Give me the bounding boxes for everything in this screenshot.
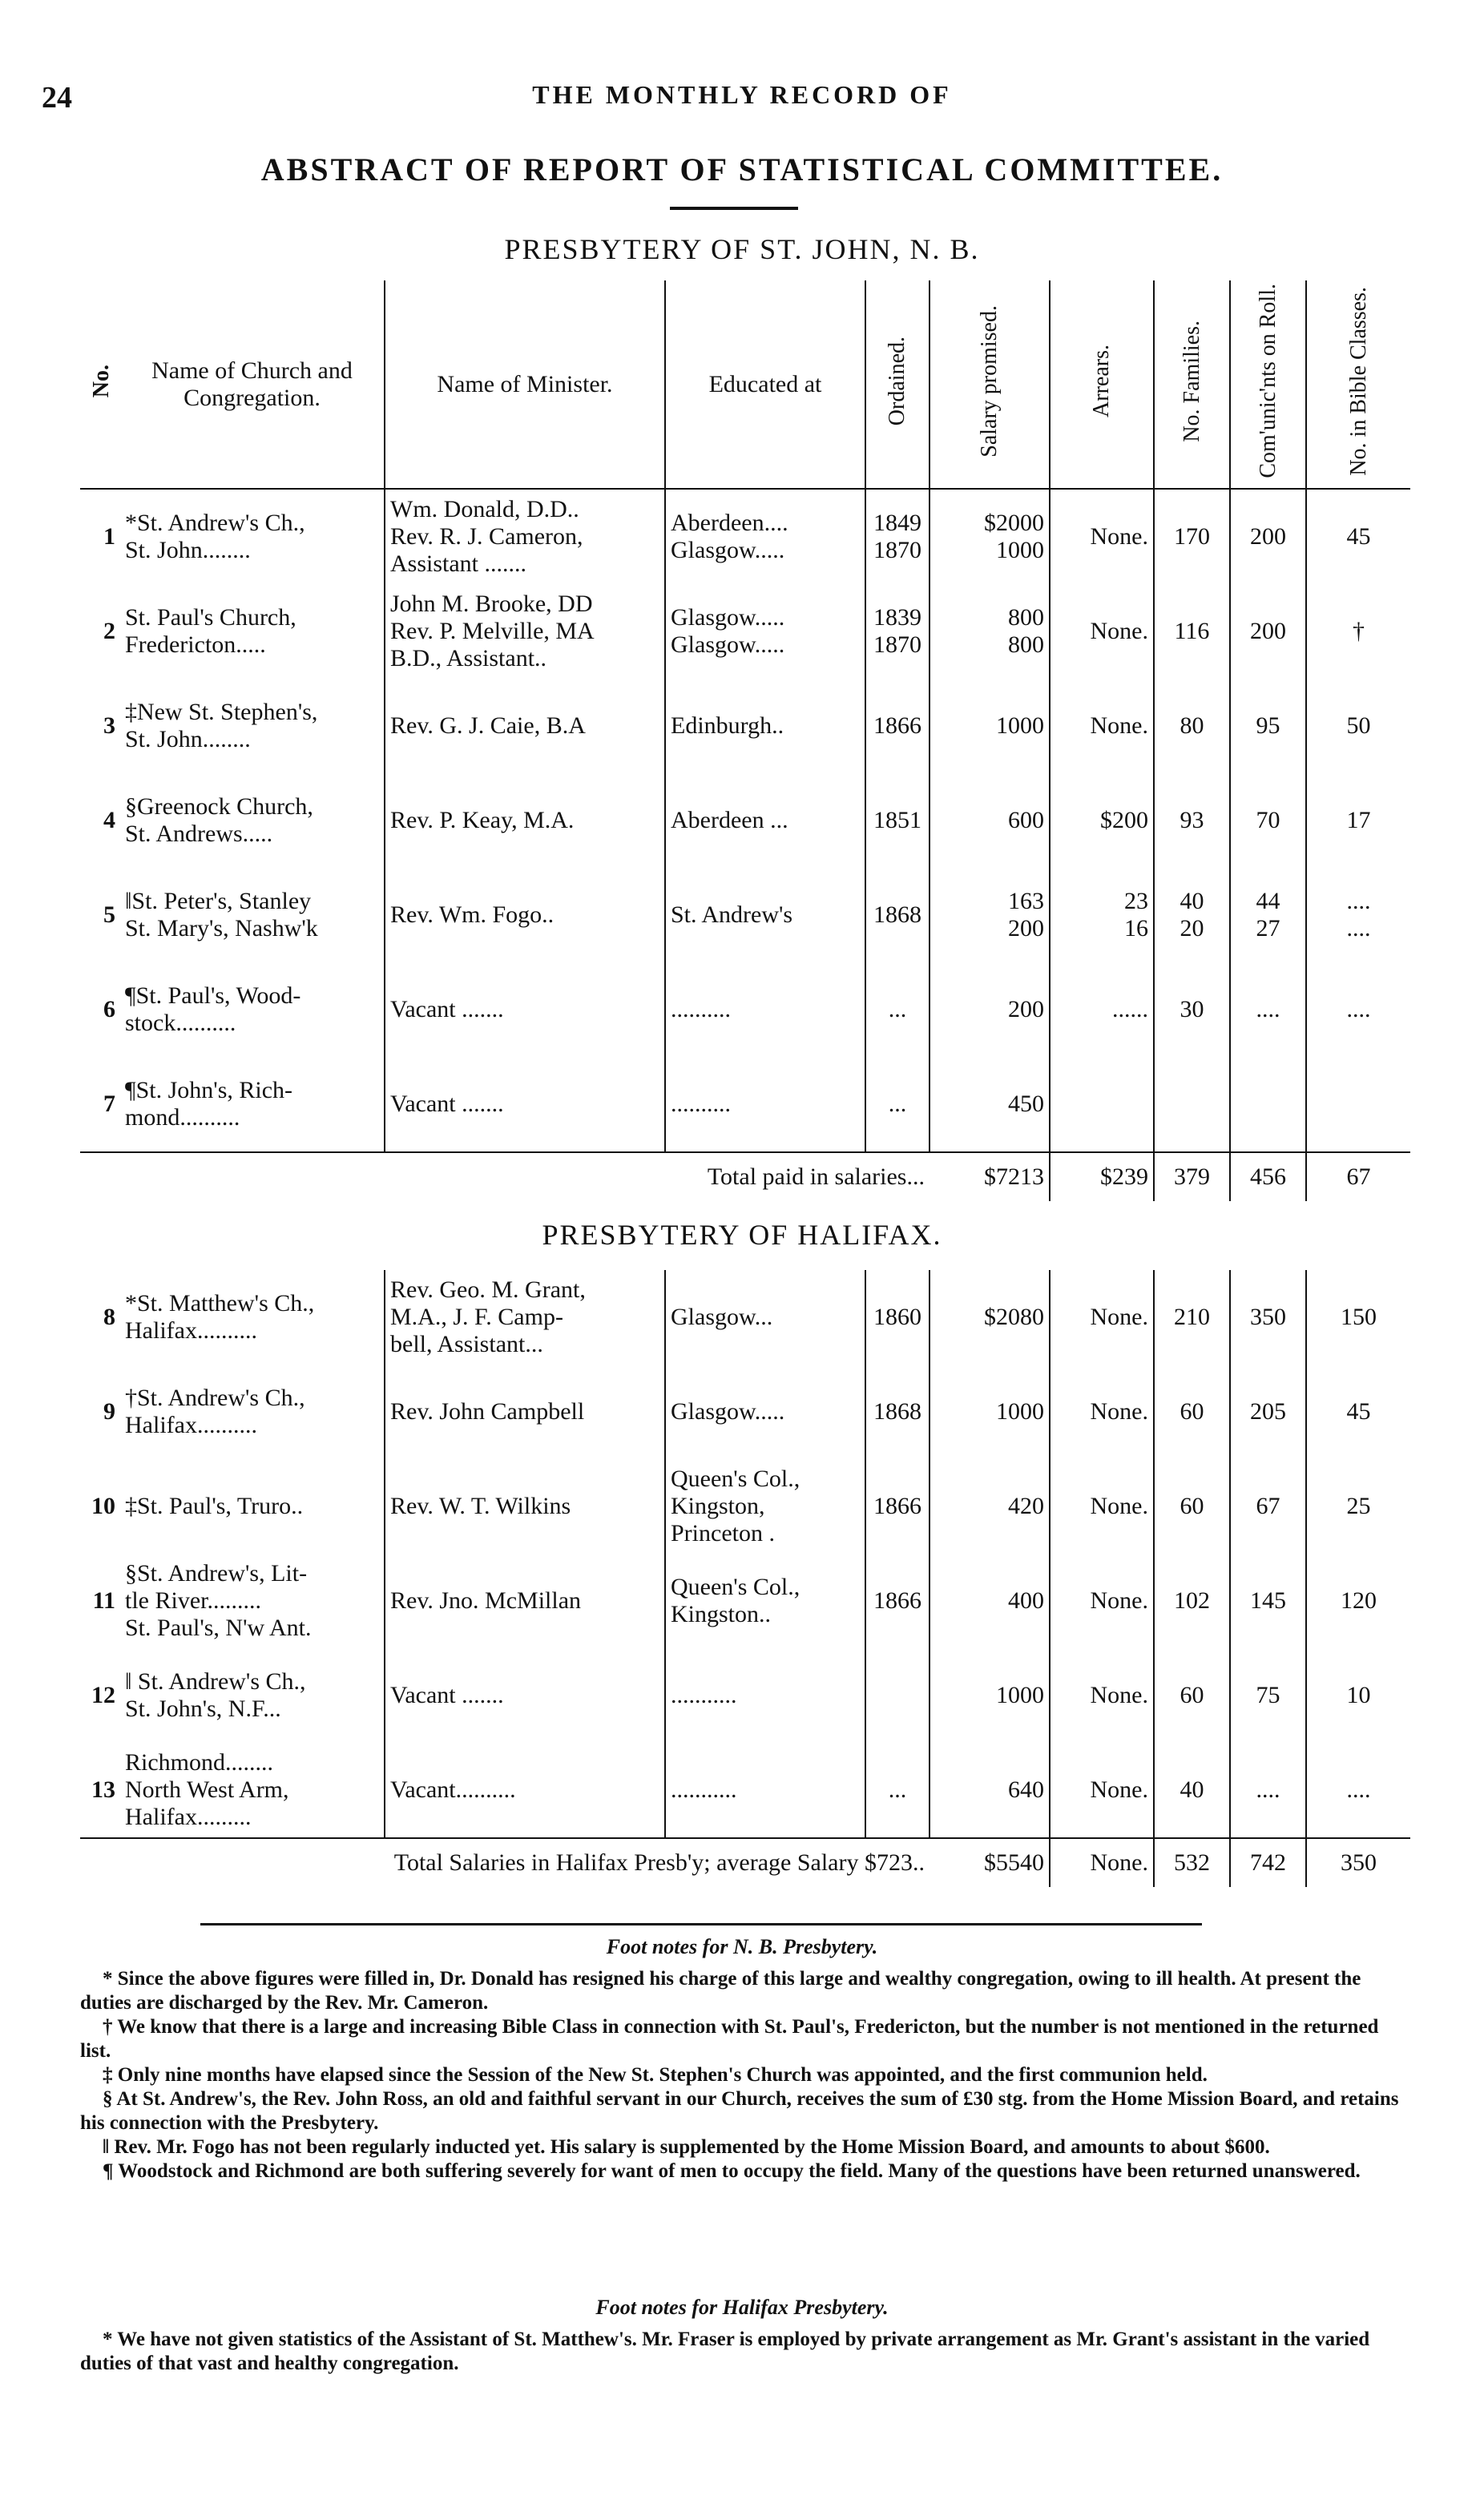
- educated-at: Queen's Col., Kingston..: [665, 1554, 865, 1648]
- salary-promised: $2000 1000: [930, 489, 1050, 584]
- total-communicants: 456: [1230, 1152, 1306, 1201]
- salary-promised: 200: [930, 962, 1050, 1057]
- educated-at: Queen's Col., Kingston, Princeton .: [665, 1459, 865, 1554]
- arrears: None.: [1050, 584, 1154, 679]
- bible-class-count: 150: [1341, 1304, 1377, 1330]
- church-name: §Greenock Church, St. Andrews.....: [120, 773, 385, 868]
- header-minister: Name of Minister.: [385, 280, 665, 489]
- bible-class-count: 25: [1346, 1493, 1371, 1519]
- educated-at: Aberdeen.... Glasgow.....: [665, 489, 865, 584]
- nb-footnotes: [80, 1967, 1410, 2183]
- row-number: 3: [103, 712, 115, 739]
- ordained-year: 1839 1870: [865, 584, 930, 679]
- ordained-year: 1868: [865, 868, 930, 962]
- church-name: ¶St. Paul's, Wood- stock..........: [120, 962, 385, 1057]
- salary-promised: 1000: [930, 679, 1050, 773]
- arrears: ......: [1050, 962, 1154, 1057]
- salary-promised: 800 800: [930, 584, 1050, 679]
- educated-at: St. Andrew's: [665, 868, 865, 962]
- bible-class-count: .... ....: [1346, 888, 1371, 942]
- salary-promised: 400: [930, 1554, 1050, 1648]
- st-john-table: [80, 280, 1410, 1201]
- bible-class-count: ....: [1346, 996, 1371, 1022]
- educated-at: ...........: [665, 1743, 865, 1838]
- total-label: Total paid in salaries...: [80, 1152, 930, 1201]
- minister-name: Vacant .......: [385, 962, 665, 1057]
- church-name: ‖St. Peter's, Stanley St. Mary's, Nashw'k: [120, 868, 385, 962]
- journal-title: THE MONTHLY RECORD OF: [532, 80, 952, 109]
- salary-promised: 420: [930, 1459, 1050, 1554]
- total-families: 532: [1154, 1838, 1230, 1887]
- header-church: Name of Church and Congregation.: [120, 280, 385, 489]
- row-number: 11: [92, 1587, 115, 1614]
- arrears: $200: [1050, 773, 1154, 868]
- educated-at: ..........: [665, 1057, 865, 1152]
- communicants-count: 70: [1230, 773, 1306, 868]
- table-row: [80, 1554, 1410, 1648]
- salary-promised: 1000: [930, 1365, 1050, 1459]
- educated-at: Glasgow...: [665, 1270, 865, 1365]
- table-row: [80, 868, 1410, 962]
- bible-class-count: 10: [1346, 1682, 1371, 1708]
- footnote: ‡ Only nine months have elapsed since the Session of the New St. Stephen's Church was appointed, and the first communion held.: [103, 2064, 1208, 2086]
- total-arrears: $239: [1050, 1152, 1154, 1201]
- ordained-year: 1866: [865, 1554, 930, 1648]
- bible-class-count: 45: [1346, 1398, 1371, 1425]
- bible-class-count: 17: [1346, 807, 1371, 833]
- row-number: 2: [103, 618, 115, 644]
- header-communicants: Com'unic'nts on Roll.: [1230, 280, 1306, 489]
- footnote: ‖ Rev. Mr. Fogo has not been regularly inducted yet. His salary is supplemented by the Home Mission Board, and amounts to about $600.: [103, 2136, 1270, 2158]
- communicants-count: 75: [1230, 1648, 1306, 1743]
- ordained-year: 1860: [865, 1270, 930, 1365]
- arrears: None.: [1050, 679, 1154, 773]
- total-row: [80, 1152, 1410, 1201]
- arrears: None.: [1050, 1270, 1154, 1365]
- total-row: [80, 1838, 1410, 1887]
- minister-name: Vacant .......: [385, 1648, 665, 1743]
- bible-class-count: ....: [1346, 1776, 1371, 1803]
- educated-at: Glasgow..... Glasgow.....: [665, 584, 865, 679]
- st-john-title: PRESBYTERY OF ST. JOHN, N. B.: [504, 233, 980, 265]
- ordained-year: 1866: [865, 679, 930, 773]
- table-row: [80, 1270, 1410, 1365]
- table-row: [80, 1057, 1410, 1152]
- header-families: No. Families.: [1154, 280, 1230, 489]
- total-bible: 67: [1306, 1152, 1410, 1201]
- page-number: 24: [42, 81, 72, 115]
- header-no: No.: [80, 280, 120, 489]
- church-name: ¶St. John's, Rich- mond..........: [120, 1057, 385, 1152]
- total-bible: 350: [1306, 1838, 1410, 1887]
- minister-name: Rev. Wm. Fogo..: [385, 868, 665, 962]
- families-count: 102: [1154, 1554, 1230, 1648]
- church-name: §St. Andrew's, Lit- tle River......... St. Paul's, N'w Ant.: [120, 1554, 385, 1648]
- families-count: 80: [1154, 679, 1230, 773]
- salary-promised: 600: [930, 773, 1050, 868]
- ordained-year: 1851: [865, 773, 930, 868]
- row-number: 5: [103, 901, 115, 928]
- minister-name: Rev. Geo. M. Grant, M.A., J. F. Camp- bell, Assistant...: [385, 1270, 665, 1365]
- minister-name: Rev. Jno. McMillan: [385, 1554, 665, 1648]
- row-number: 4: [103, 807, 115, 833]
- row-number: 13: [91, 1776, 115, 1803]
- salary-promised: 640: [930, 1743, 1050, 1838]
- bible-class-count: 50: [1346, 712, 1371, 739]
- families-count: 30: [1154, 962, 1230, 1057]
- minister-name: Vacant..........: [385, 1743, 665, 1838]
- table-row: [80, 962, 1410, 1057]
- arrears: None.: [1050, 1554, 1154, 1648]
- header-educated: Educated at: [665, 280, 865, 489]
- families-count: 60: [1154, 1459, 1230, 1554]
- total-salary: $7213: [930, 1152, 1050, 1201]
- total-families: 379: [1154, 1152, 1230, 1201]
- educated-at: ..........: [665, 962, 865, 1057]
- church-name: *St. Matthew's Ch., Halifax..........: [120, 1270, 385, 1365]
- church-name: St. Paul's Church, Fredericton.....: [120, 584, 385, 679]
- arrears: None.: [1050, 1648, 1154, 1743]
- minister-name: Wm. Donald, D.D.. Rev. R. J. Cameron, Assistant .......: [385, 489, 665, 584]
- arrears: None.: [1050, 1743, 1154, 1838]
- total-salary: $5540: [930, 1838, 1050, 1887]
- ordained-year: 1849 1870: [865, 489, 930, 584]
- ordained-year: ...: [865, 1743, 930, 1838]
- educated-at: Aberdeen ...: [665, 773, 865, 868]
- families-count: 40 20: [1154, 868, 1230, 962]
- halifax-table: [80, 1270, 1410, 1887]
- educated-at: Edinburgh..: [665, 679, 865, 773]
- communicants-count: ....: [1230, 1743, 1306, 1838]
- total-label: Total Salaries in Halifax Presb'y; average Salary $723..: [80, 1838, 930, 1887]
- table-row: [80, 1459, 1410, 1554]
- families-count: [1154, 1057, 1230, 1152]
- footnote: * Since the above figures were filled in, Dr. Donald has resigned his charge of this large and wealthy congregation, owing to ill health. At present the duties are discharged by the Rev. Mr. Cameron.: [80, 1968, 1361, 2014]
- families-count: 40: [1154, 1743, 1230, 1838]
- footnote: † We know that there is a large and increasing Bible Class in connection with St. Paul's, Fredericton, but the number is not mentioned in the returned list.: [80, 2016, 1379, 2062]
- salary-promised: 1000: [930, 1648, 1050, 1743]
- ordained-year: ...: [865, 1057, 930, 1152]
- table-row: [80, 1648, 1410, 1743]
- communicants-count: 67: [1230, 1459, 1306, 1554]
- arrears: 23 16: [1050, 868, 1154, 962]
- footnote: * We have not given statistics of the Assistant of St. Matthew's. Mr. Fraser is employed by private arrangement as Mr. Grant's assistant in the varied duties of that vast and healthy congregation.: [80, 2329, 1370, 2374]
- ordained-year: [865, 1648, 930, 1743]
- bible-class-count: †: [1353, 618, 1365, 644]
- row-number: 8: [103, 1304, 115, 1330]
- running-head: [0, 80, 1484, 120]
- communicants-count: 44 27: [1230, 868, 1306, 962]
- row-number: 9: [103, 1398, 115, 1425]
- table-row: [80, 773, 1410, 868]
- header-row: [80, 280, 1410, 489]
- row-number: 6: [103, 996, 115, 1022]
- communicants-count: ....: [1230, 962, 1306, 1057]
- halifax-title: PRESBYTERY OF HALIFAX.: [542, 1219, 942, 1251]
- table-row: [80, 679, 1410, 773]
- families-count: 116: [1154, 584, 1230, 679]
- minister-name: Rev. John Campbell: [385, 1365, 665, 1459]
- nb-footnote-heading: Foot notes for N. B. Presbytery.: [606, 1935, 878, 1958]
- total-communicants: 742: [1230, 1838, 1306, 1887]
- arrears: None.: [1050, 1459, 1154, 1554]
- educated-at: Glasgow.....: [665, 1365, 865, 1459]
- minister-name: John M. Brooke, DD Rev. P. Melville, MA B.D., Assistant..: [385, 584, 665, 679]
- church-name: *St. Andrew's Ch., St. John........: [120, 489, 385, 584]
- minister-name: Rev. P. Keay, M.A.: [385, 773, 665, 868]
- header-ordained: Ordained.: [865, 280, 930, 489]
- communicants-count: [1230, 1057, 1306, 1152]
- row-number: 7: [103, 1091, 115, 1117]
- table-row: [80, 1743, 1410, 1838]
- ordained-year: 1866: [865, 1459, 930, 1554]
- halifax-footnote-heading: Foot notes for Halifax Presbytery.: [595, 2296, 889, 2319]
- salary-promised: $2080: [930, 1270, 1050, 1365]
- ordained-year: 1868: [865, 1365, 930, 1459]
- row-number: 10: [91, 1493, 115, 1519]
- row-number: 1: [103, 523, 115, 550]
- minister-name: Vacant .......: [385, 1057, 665, 1152]
- church-name: ‡St. Paul's, Truro..: [120, 1459, 385, 1554]
- minister-name: Rev. W. T. Wilkins: [385, 1459, 665, 1554]
- arrears: [1050, 1057, 1154, 1152]
- table-row: [80, 584, 1410, 679]
- bible-class-count: 45: [1346, 523, 1371, 550]
- arrears: None.: [1050, 489, 1154, 584]
- families-count: 210: [1154, 1270, 1230, 1365]
- ordained-year: ...: [865, 962, 930, 1057]
- communicants-count: 200: [1230, 584, 1306, 679]
- communicants-count: 145: [1230, 1554, 1306, 1648]
- minister-name: Rev. G. J. Caie, B.A: [385, 679, 665, 773]
- families-count: 60: [1154, 1648, 1230, 1743]
- footnote: § At St. Andrew's, the Rev. John Ross, an old and faithful servant in our Church, receives the sum of £30 stg. from the Home Mission Board, and retains his connection with the Presbytery.: [80, 2088, 1399, 2134]
- arrears: None.: [1050, 1365, 1154, 1459]
- families-count: 170: [1154, 489, 1230, 584]
- communicants-count: 205: [1230, 1365, 1306, 1459]
- footnote-rule: [200, 1923, 1202, 1925]
- main-title: ABSTRACT OF REPORT OF STATISTICAL COMMITTEE.: [260, 151, 1224, 188]
- header-salary: Salary promised.: [930, 280, 1050, 489]
- salary-promised: 450: [930, 1057, 1050, 1152]
- header-bible: No. in Bible Classes.: [1306, 280, 1410, 489]
- church-name: ‖ St. Andrew's Ch., St. John's, N.F...: [120, 1648, 385, 1743]
- church-name: Richmond........ North West Arm, Halifax.........: [120, 1743, 385, 1838]
- communicants-count: 200: [1230, 489, 1306, 584]
- row-number: 12: [91, 1682, 115, 1708]
- header-arrears: Arrears.: [1050, 280, 1154, 489]
- halifax-footnotes: [80, 2328, 1410, 2376]
- table-row: [80, 1365, 1410, 1459]
- bible-class-count: [1306, 1057, 1410, 1152]
- communicants-count: 350: [1230, 1270, 1306, 1365]
- church-name: †St. Andrew's Ch., Halifax..........: [120, 1365, 385, 1459]
- church-name: ‡New St. Stephen's, St. John........: [120, 679, 385, 773]
- families-count: 60: [1154, 1365, 1230, 1459]
- salary-promised: 163 200: [930, 868, 1050, 962]
- families-count: 93: [1154, 773, 1230, 868]
- title-rule: [670, 207, 798, 210]
- footnote: ¶ Woodstock and Richmond are both suffering severely for want of men to occupy the field. Many of the questions have been returned unanswered.: [103, 2160, 1361, 2182]
- educated-at: ...........: [665, 1648, 865, 1743]
- table-row: [80, 489, 1410, 584]
- bible-class-count: 120: [1341, 1587, 1377, 1614]
- total-arrears: None.: [1050, 1838, 1154, 1887]
- communicants-count: 95: [1230, 679, 1306, 773]
